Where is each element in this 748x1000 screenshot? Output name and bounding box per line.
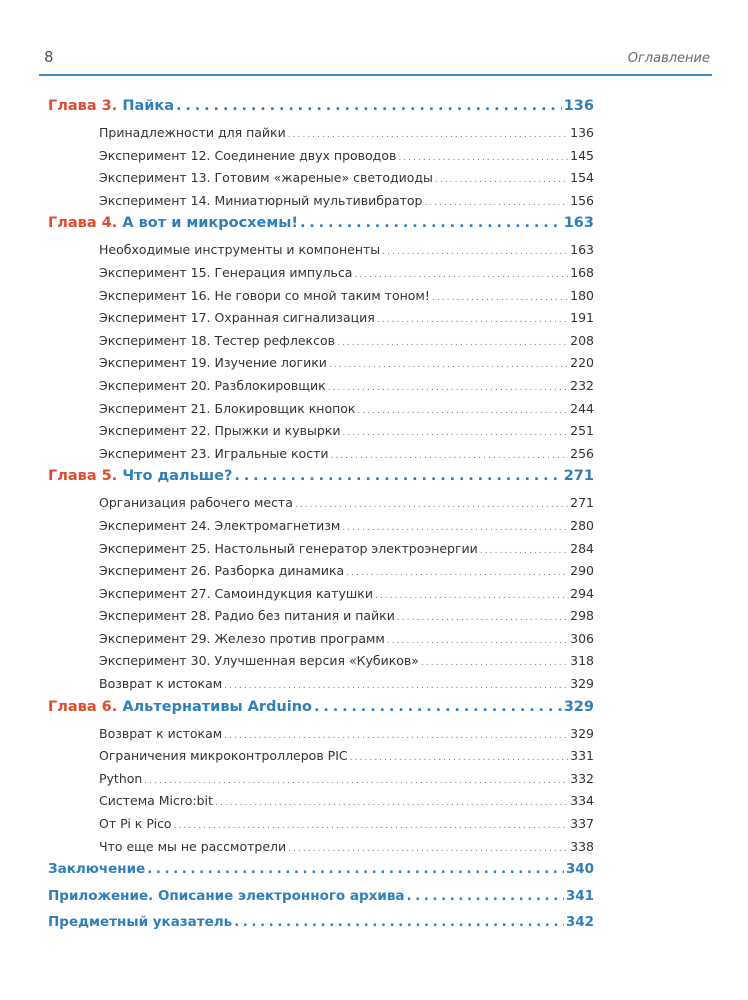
section-title: Предметный указатель [48,914,233,931]
toc-item-page: 306 [570,630,594,646]
dot-leader [176,98,562,114]
dot-leader [346,563,568,578]
toc-item-title: Организация рабочего места [99,495,293,511]
toc-item[interactable] [48,355,594,378]
toc-item-page: 156 [570,192,594,208]
toc-item-page: 168 [570,264,594,280]
dot-leader [387,631,568,646]
dot-leader [144,771,568,786]
page-header [0,46,748,76]
toc-item-title: Принадлежности для пайки [99,125,286,140]
chapter-heading [48,699,312,715]
chapter-label: Глава 3. [48,98,118,114]
toc-item[interactable] [48,170,594,193]
toc-item-title: Эксперимент 28. Радио без питания и пайки [99,608,395,624]
toc-section-appendix[interactable] [48,888,594,915]
dot-leader [432,288,568,303]
toc-item-page: 232 [570,377,594,393]
dot-leader [435,170,568,185]
dot-leader [224,726,568,741]
toc-item[interactable] [48,333,594,356]
dot-leader [377,310,568,325]
section-page: 342 [565,914,594,931]
dot-leader [398,148,568,163]
dot-leader [342,518,568,533]
toc-item[interactable] [48,541,594,564]
toc-item[interactable] [48,793,594,816]
toc-item[interactable] [48,726,594,749]
dot-leader [480,541,568,556]
chapter-title: Альтернативы Arduino [122,698,312,715]
toc-item-page: 329 [570,725,594,741]
dot-leader [328,378,568,393]
chapter-heading [48,215,298,231]
toc-item-page: 180 [570,287,594,303]
table-of-contents [48,98,594,941]
toc-item-page: 294 [570,585,594,601]
toc-section-conclusion[interactable] [48,861,594,888]
dot-leader [314,699,562,715]
header-rule [39,74,712,76]
dot-leader [375,586,568,601]
toc-item-title: Необходимые инструменты и компоненты [99,242,381,258]
dot-leader [295,495,568,510]
dot-leader [234,914,564,930]
toc-item[interactable] [48,265,594,288]
toc-item[interactable] [48,563,594,586]
toc-item-title: Эксперимент 14. Миниатюрный мультивибратор [99,192,423,208]
toc-chapter-3[interactable] [48,98,594,125]
dot-leader [300,215,562,231]
chapter-label: Глава 5. [48,468,118,485]
running-head: Оглавление [627,51,710,66]
toc-item[interactable] [48,148,594,171]
toc-item-page: 331 [570,748,594,764]
toc-item-page: 256 [570,445,594,461]
toc-item-page: 318 [570,653,594,669]
toc-item-title: Возврат к истокам [99,725,223,741]
toc-item-title: Эксперимент 29. Железо против программ [99,630,385,646]
dot-leader [234,468,561,484]
chapter-label: Глава 4. [48,215,118,232]
toc-item[interactable] [48,839,594,862]
section-title: Заключение [48,861,146,878]
toc-item[interactable] [48,676,594,699]
toc-item-page: 136 [570,125,594,140]
toc-item-title: Эксперимент 21. Блокировщик кнопок [99,400,356,416]
toc-item-title: Эксперимент 26. Разборка динамика [99,563,345,579]
dot-leader [174,816,569,831]
toc-item[interactable] [48,378,594,401]
toc-item-page: 337 [570,816,594,832]
toc-item[interactable] [48,608,594,631]
toc-item[interactable] [48,816,594,839]
toc-item-page: 220 [570,355,594,371]
toc-item[interactable] [48,771,594,794]
dot-leader [397,608,568,623]
toc-item-page: 145 [570,147,594,163]
section-title: Приложение. Описание электронного архива [48,887,405,904]
toc-item-page: 208 [570,332,594,348]
dot-leader [329,355,568,370]
dot-leader [342,423,568,438]
toc-item-title: Эксперимент 23. Игральные кости [99,445,329,461]
toc-chapter-6[interactable] [48,699,594,726]
dot-leader [357,401,568,416]
chapter-title: Пайка [122,98,175,114]
toc-item[interactable] [48,423,594,446]
toc-item-title: Эксперимент 12. Соединение двух проводов [99,147,397,163]
dot-leader [406,888,563,904]
toc-section-index[interactable] [48,914,594,941]
toc-item[interactable] [48,748,594,771]
toc-item[interactable] [48,242,594,265]
dot-leader [337,333,568,348]
page-number: 8 [44,48,54,66]
toc-item-title: Эксперимент 16. Не говори со мной таким тоном! [99,287,430,303]
toc-item-title: Эксперимент 13. Готовим «жареные» светодиоды [99,170,433,186]
toc-item-title: Эксперимент 17. Охранная сигнализация [99,310,375,326]
toc-item-page: 244 [570,400,594,416]
dot-leader [421,653,568,668]
toc-item-title: От Pi к Pico [99,816,172,832]
dot-leader [382,242,568,257]
dot-leader [288,125,568,140]
toc-item[interactable] [48,193,594,216]
toc-item-title: Возврат к истокам [99,676,223,692]
toc-item-page: 251 [570,423,594,439]
section-page: 341 [565,887,594,904]
toc-item-title: Эксперимент 22. Прыжки и кувырки [99,423,341,439]
toc-item-title: Система Micro:bit [99,793,213,809]
section-page: 340 [565,861,594,878]
dot-leader [147,861,564,877]
dot-leader [331,446,569,461]
toc-item-title: Что еще мы не рассмотрели [99,838,287,854]
toc-item-page: 334 [570,793,594,809]
toc-item-title: Эксперимент 24. Электромагнетизм [99,517,341,533]
toc-item-title: Эксперимент 18. Тестер рефлексов [99,332,335,348]
toc-item-title: Эксперимент 15. Генерация импульса [99,264,353,280]
chapter-heading [48,98,174,114]
chapter-page: 329 [563,698,594,715]
toc-chapter-4[interactable] [48,215,594,242]
toc-item[interactable] [48,653,594,676]
toc-item[interactable] [48,586,594,609]
toc-item-page: 154 [570,170,594,186]
toc-item-title: Эксперимент 20. Разблокировщик [99,377,326,393]
toc-item[interactable] [48,125,594,148]
toc-item-page: 329 [570,676,594,692]
toc-item[interactable] [48,631,594,654]
toc-item-page: 284 [570,540,594,556]
chapter-heading [48,468,232,484]
chapter-label: Глава 6. [48,698,118,715]
toc-item-page: 338 [570,838,594,854]
toc-item-page: 298 [570,608,594,624]
toc-item-page: 163 [570,242,594,258]
toc-item-page: 280 [570,517,594,533]
dot-leader [354,265,568,280]
dot-leader [224,676,568,691]
toc-item-page: 191 [570,310,594,326]
toc-item[interactable] [48,518,594,541]
toc-item-title: Ограничения микроконтроллеров PIC [99,748,348,764]
dot-leader [215,793,568,808]
dot-leader [288,839,568,854]
chapter-title: А вот и микросхемы! [122,215,298,232]
toc-item[interactable] [48,310,594,333]
toc-item-page: 271 [570,495,594,511]
dot-leader [424,193,568,208]
chapter-title: Что дальше? [122,468,233,485]
chapter-page: 271 [563,468,594,485]
dot-leader [350,748,569,763]
toc-item[interactable] [48,495,594,518]
toc-item-title: Эксперимент 27. Самоиндукция катушки [99,585,373,601]
toc-item-title: Эксперимент 30. Улучшенная версия «Кубиков» [99,653,419,669]
toc-item[interactable] [48,401,594,424]
toc-item-title: Python [99,770,143,786]
toc-item-page: 290 [570,563,594,579]
toc-item-page: 332 [570,770,594,786]
toc-item-title: Эксперимент 19. Изучение логики [99,355,327,371]
toc-chapter-5[interactable] [48,468,594,495]
chapter-page: 163 [563,215,594,232]
toc-item-title: Эксперимент 25. Настольный генератор электроэнергии [99,540,478,556]
toc-item[interactable] [48,288,594,311]
toc-item[interactable] [48,446,594,469]
chapter-page: 136 [563,98,594,114]
